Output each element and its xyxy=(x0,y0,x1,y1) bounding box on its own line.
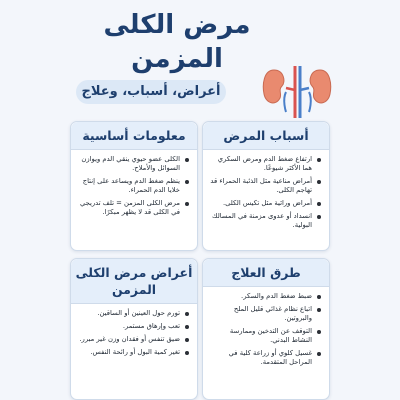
list-item: تورم حول العينين أو الساقين. xyxy=(77,309,189,318)
symptoms-card-title: أعراض مرض الكلى المزمن xyxy=(71,259,197,304)
symptoms-card xyxy=(70,258,198,400)
kidneys-icon xyxy=(262,64,332,120)
symptoms-list xyxy=(71,304,197,365)
subtitle-pill: أعراض، أسباب، وعلاج xyxy=(76,80,226,104)
causes-list xyxy=(203,150,329,238)
list-item: انسداد أو عدوى مزمنة في المسالك البولية. xyxy=(209,212,321,230)
list-item: غسيل كلوي أو زراعة كلية في المراحل المتقدمة. xyxy=(209,349,321,367)
info-card-title: معلومات أساسية xyxy=(71,122,197,150)
page-title: مرض الكلى المزمن xyxy=(103,10,251,74)
list-item: ارتفاع ضغط الدم ومرض السكري هما الأكثر شيوعًا. xyxy=(209,155,321,173)
list-item: أمراض وراثية مثل تكيس الكلى. xyxy=(209,199,321,208)
list-item: ينظم ضغط الدم ويساعد على إنتاج خلايا الدم الحمراء. xyxy=(77,177,189,195)
list-item: تعب وإرهاق مستمر. xyxy=(77,322,189,331)
treatment-card-title: طرق العلاج xyxy=(203,259,329,287)
list-item: مرض الكلى المزمن = تلف تدريجي في الكلى قد لا يظهر مبكرًا. xyxy=(77,199,189,217)
treatment-card xyxy=(202,258,330,400)
list-item: التوقف عن التدخين وممارسة النشاط البدني. xyxy=(209,327,321,345)
list-item: اتباع نظام غذائي قليل الملح والبروتين. xyxy=(209,305,321,323)
info-card xyxy=(70,121,198,251)
list-item: تغير كمية البول أو رائحة النفس. xyxy=(77,348,189,357)
list-item: الكلى عضو حيوي ينقي الدم ويوازن السوائل والأملاح. xyxy=(77,155,189,173)
treatment-list xyxy=(203,287,329,375)
list-item: ضبط ضغط الدم والسكر. xyxy=(209,292,321,301)
causes-card xyxy=(202,121,330,251)
list-item: ضيق تنفس أو فقدان وزن غير مبرر. xyxy=(77,335,189,344)
info-list xyxy=(71,150,197,225)
causes-card-title: أسباب المرض xyxy=(203,122,329,150)
list-item: أمراض مناعية مثل الذئبة الحمراء قد تهاجم الكلى. xyxy=(209,177,321,195)
